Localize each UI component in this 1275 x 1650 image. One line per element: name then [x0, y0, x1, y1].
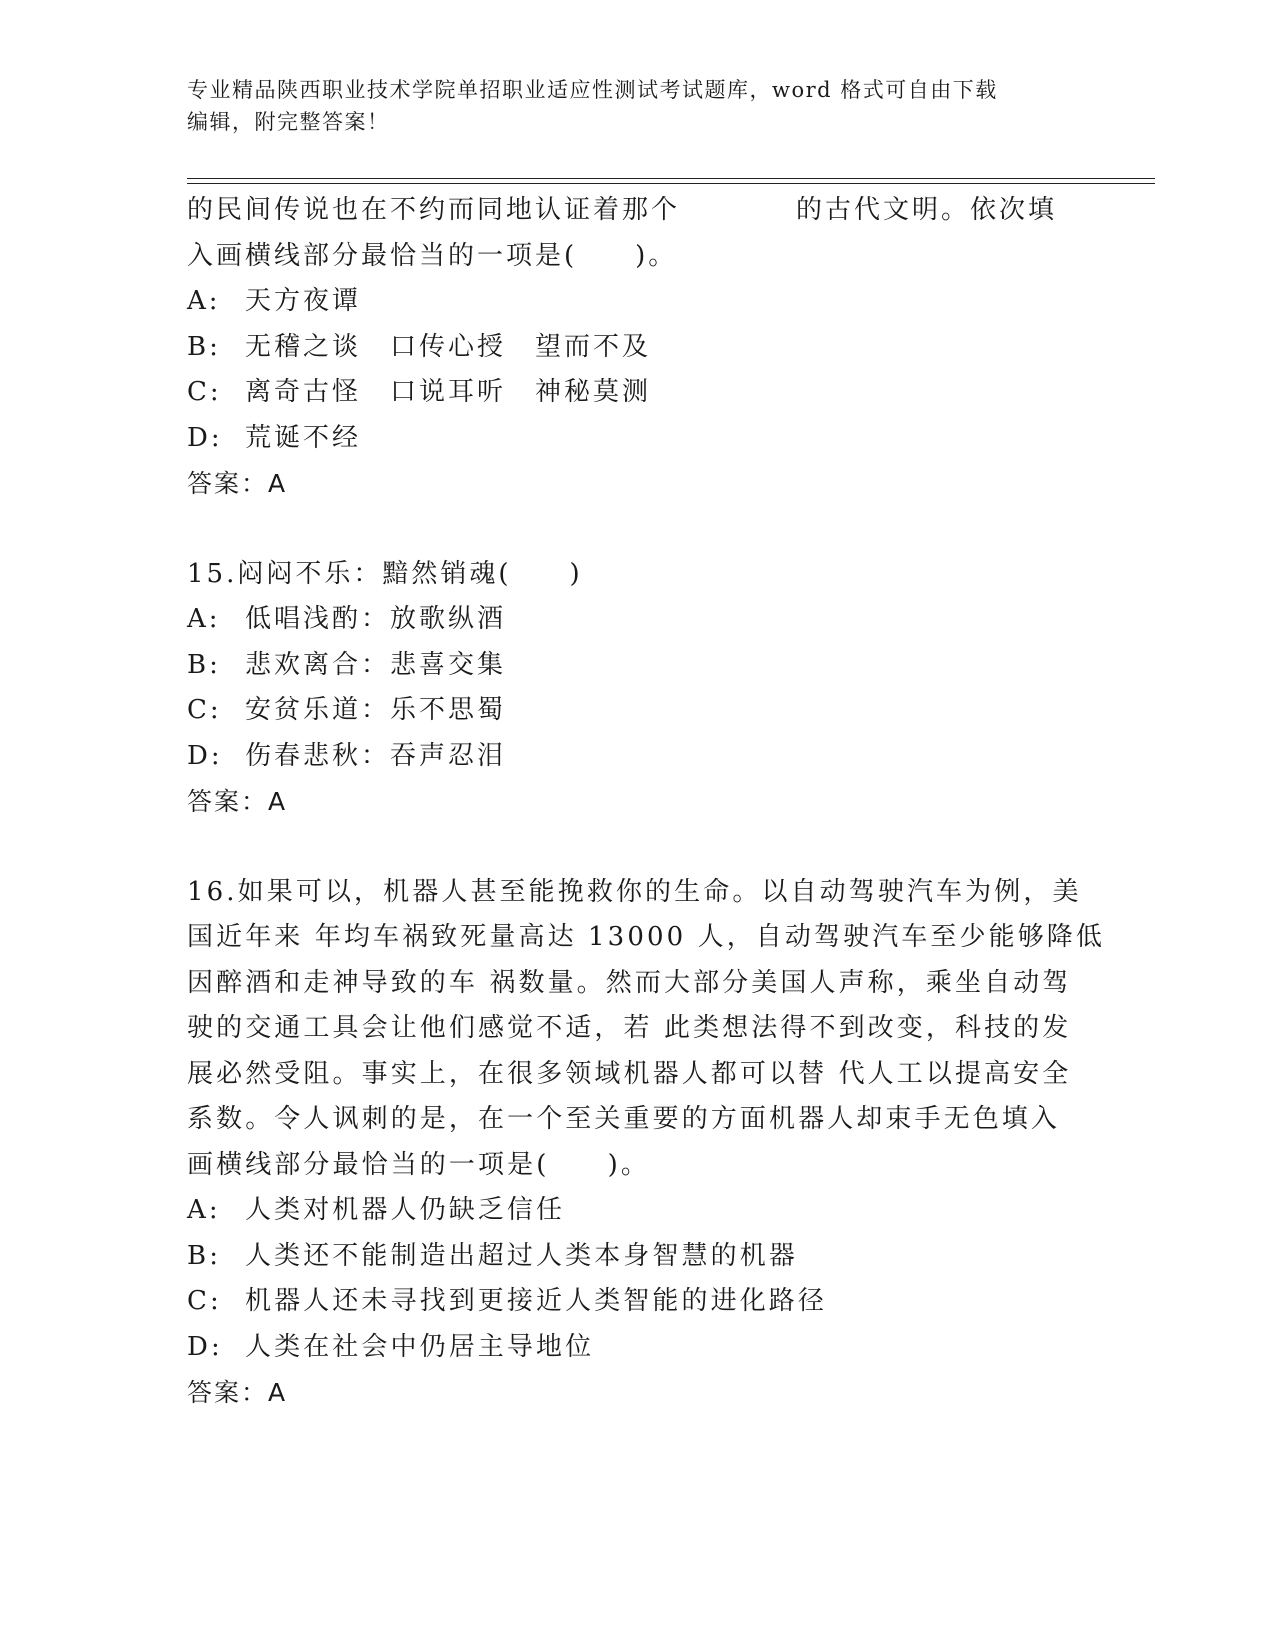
- question-text-line: 15.闷闷不乐：黯然销魂( ): [187, 558, 583, 589]
- option-label: D:: [187, 422, 223, 453]
- question-text-line: 入画横线部分最恰当的一项是( )。: [187, 240, 678, 271]
- option-d: [187, 416, 1087, 462]
- option-c: [187, 1279, 1087, 1325]
- answer-line: 答案：A: [187, 469, 288, 498]
- question-text-line: 因醉酒和走神导致的车 祸数量。然而大部分美国人声称，乘坐自动驾: [187, 967, 1072, 998]
- answer-line: 答案：A: [187, 787, 288, 816]
- option-text: 机器人还未寻找到更接近人类智能的进化路径: [245, 1286, 828, 1316]
- question-text-line: 展必然受阻。事实上，在很多领域机器人都可以替 代人工以提高安全: [187, 1058, 1072, 1089]
- document-body: [187, 188, 1106, 1416]
- question-text-line: 16.如果可以，机器人甚至能挽救你的生命。以自动驾驶汽车为例，美: [187, 876, 1082, 907]
- option-label: B:: [187, 649, 221, 680]
- question-15: [187, 552, 1087, 825]
- option-text: 人类还不能制造出超过人类本身智慧的机器: [245, 1240, 798, 1271]
- option-a: [187, 1188, 1087, 1234]
- option-text: 人类在社会中仍居主导地位: [245, 1331, 595, 1362]
- option-label: D:: [187, 740, 223, 771]
- header-divider-top: [187, 178, 1155, 179]
- option-text: 悲欢离合：悲喜交集: [245, 649, 507, 680]
- spacer: [187, 825, 1087, 870]
- question-16: [187, 870, 1106, 1416]
- option-label: D:: [187, 1331, 223, 1362]
- option-text: 人类对机器人仍缺乏信任: [245, 1195, 566, 1225]
- option-a: [187, 279, 1087, 325]
- option-a: [187, 597, 1087, 643]
- option-label: A:: [187, 1195, 221, 1225]
- option-text: 安贫乐道：乐不思蜀: [245, 695, 507, 725]
- option-label: C:: [187, 1286, 222, 1316]
- answer-line: 答案：A: [187, 1378, 288, 1407]
- question-14: [187, 188, 1087, 507]
- option-label: A:: [187, 604, 221, 634]
- option-text: 天方夜谭: [245, 286, 362, 316]
- question-text-line: 的民间传说也在不约而同地认证着那个 的古代文明。依次填: [187, 195, 1058, 225]
- question-text-line: 驶的交通工具会让他们感觉不适，若 此类想法得不到改变，科技的发: [187, 1013, 1072, 1043]
- option-label: B:: [187, 1240, 222, 1271]
- option-b: [187, 1234, 1087, 1280]
- option-text: 荒诞不经: [245, 422, 362, 453]
- question-text-line: 系数。令人讽刺的是，在一个至关重要的方面机器人却束手无色填入: [187, 1104, 1061, 1134]
- option-b: [187, 643, 1087, 689]
- option-text: 伤春悲秋：吞声忍泪: [245, 740, 507, 771]
- document-header: [187, 74, 1067, 138]
- option-text: 低唱浅酌：放歌纵酒: [245, 604, 507, 634]
- header-divider-bottom: [187, 183, 1155, 184]
- option-text: 离奇古怪 口说耳听 神秘莫测: [245, 377, 652, 407]
- option-b: [187, 325, 1087, 371]
- spacer: [187, 507, 1087, 552]
- option-label: C:: [187, 377, 222, 407]
- header-line-1: 专业精品陕西职业技术学院单招职业适应性测试考试题库，word 格式可自由下载: [187, 78, 998, 102]
- header-line-2: 编辑，附完整答案！: [187, 110, 390, 134]
- option-label: B:: [187, 331, 221, 362]
- option-c: [187, 370, 1087, 416]
- option-d: [187, 1325, 1087, 1371]
- question-text-line: 国近年来 年均车祸致死量高达 13000 人，自动驾驶汽车至少能够降低: [187, 922, 1106, 952]
- option-label: C:: [187, 695, 222, 725]
- option-text: 无稽之谈 口传心授 望而不及: [245, 331, 652, 362]
- option-label: A:: [187, 286, 221, 316]
- option-d: [187, 734, 1087, 780]
- question-text-line: 画横线部分最恰当的一项是( )。: [187, 1149, 650, 1180]
- option-c: [187, 688, 1087, 734]
